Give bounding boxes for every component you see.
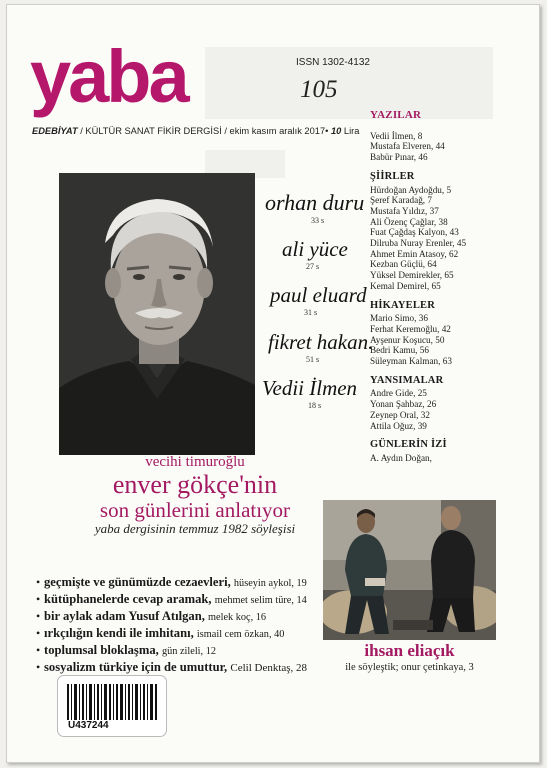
featured-author-name: ali yüce	[282, 237, 348, 261]
article-author: hüseyin aykol, 19	[233, 578, 307, 589]
article-item	[36, 660, 307, 675]
article-item	[36, 609, 266, 624]
barcode-icon	[67, 684, 157, 720]
article-author: melek koç, 16	[208, 612, 267, 623]
portrait-photo-vecihi-timuroglu	[59, 173, 255, 455]
bullet-icon: •	[36, 660, 41, 674]
bullet-icon: •	[36, 592, 41, 606]
bullet-icon: •	[36, 609, 41, 623]
bullet-icon: •	[36, 575, 41, 589]
toc-item: Ahmet Emin Atasoy, 62	[370, 248, 459, 259]
section-heading-yansimalar: YANSIMALAR	[370, 374, 444, 386]
featured-author	[282, 237, 348, 271]
toc-item: Babür Pınar, 46	[370, 152, 428, 163]
tagline-rest: / KÜLTÜR SANAT FİKİR DERGİSİ / ekim kasım aralık 2017•	[80, 126, 329, 136]
toc-item: Dilruba Nuray Erenler, 45	[370, 238, 467, 249]
article-item	[36, 643, 216, 658]
bullet-icon: •	[36, 626, 41, 640]
tagline-edebiyat: EDEBİYAT	[32, 126, 78, 136]
tagline	[32, 126, 359, 136]
article-item	[36, 575, 307, 590]
toc-item: Yonan Şahbaz, 26	[370, 399, 437, 410]
toc-item: Hürdoğan Aydoğdu, 5	[370, 184, 452, 195]
article-title: ırkçılığın kendi ile imhitanı,	[44, 626, 194, 640]
toc-item: Mario Simo, 36	[370, 313, 428, 324]
toc-item: Andre Gide, 25	[370, 388, 427, 399]
article-author: gün zileli, 12	[161, 646, 216, 657]
section-heading-siirler: ŞİİRLER	[370, 170, 415, 182]
issue-number: 105	[300, 76, 338, 103]
featured-author-name: paul eluard	[270, 283, 367, 307]
section-heading-gunlerin-izi: GÜNLERİN İZİ	[370, 439, 447, 451]
article-item	[36, 626, 284, 641]
section-heading-yazilar: YAZILAR	[370, 109, 422, 121]
featured-author-page: 18 s	[308, 401, 322, 410]
toc-item: Şeref Karadağ, 7	[370, 195, 432, 206]
article-title: kütüphanelerde cevap aramak,	[44, 592, 212, 606]
toc-item: Ferhat Keremoğlu, 42	[370, 323, 451, 334]
featured-author	[262, 376, 357, 410]
featured-author-page: 33 s	[311, 216, 325, 225]
toc-item: Fuat Çağdaş Kalyon, 43	[370, 227, 459, 238]
article-title: toplumsal bloklaşma,	[44, 643, 159, 657]
toc-item: Zeynep Oral, 32	[370, 409, 430, 420]
barcode-sticker	[57, 675, 167, 737]
toc-item: Kemal Demirel, 65	[370, 280, 441, 291]
toc-item: A. Aydın Doğan,	[370, 452, 432, 463]
featured-author-name: orhan duru	[265, 190, 365, 215]
table-of-contents	[370, 110, 530, 464]
featured-author-page: 31 s	[304, 308, 318, 317]
article-author: ismail cem özkan, 40	[196, 629, 285, 640]
article-title: geçmişte ve günümüzde cezaevleri,	[44, 575, 231, 589]
price-currency: Lira	[343, 126, 360, 136]
interview-author: vecihi timuroğlu	[145, 454, 245, 470]
article-title: bir aylak adam Yusuf Atılgan,	[44, 609, 205, 623]
toc-item: Kezban Güçlü, 64	[370, 259, 437, 270]
featured-author	[265, 190, 364, 225]
featured-author-name: Vedii İlmen	[262, 376, 358, 400]
featured-author	[270, 283, 367, 317]
toc-item: Vedii İlmen, 8	[370, 130, 423, 141]
ihsan-name: ihsan eliaçık	[364, 641, 455, 660]
interview-source: yaba dergisinin temmuz 1982 söyleşisi	[94, 521, 296, 536]
featured-author-name: fikret hakan.	[268, 330, 374, 354]
toc-item: Süleyman Kalman, 63	[370, 356, 452, 367]
bullet-icon: •	[36, 643, 41, 657]
featured-author-page: 51 s	[306, 355, 320, 364]
interview-photo	[323, 500, 496, 640]
interview-headline: enver gökçe'nin	[112, 470, 278, 499]
article-author: mehmet selim türe, 14	[214, 595, 307, 606]
ihsan-subtitle: ile söyleştik; onur çetinkaya, 3	[345, 662, 474, 673]
featured-author-page: 27 s	[306, 262, 320, 271]
issn-number: ISSN 1302-4132	[296, 57, 370, 68]
toc-item: Mustafa Elveren, 44	[370, 141, 445, 152]
toc-item: Attila Oğuz, 39	[370, 420, 427, 431]
interview-subheadline: son günlerini anlatıyor	[99, 498, 291, 522]
toc-item: Bedri Kamu, 56	[370, 345, 429, 356]
toc-item: Mustafa Yıldız, 37	[370, 205, 439, 216]
barcode-number: U437244	[68, 720, 109, 731]
toc-item: Yüksel Demirekler, 65	[370, 270, 454, 281]
article-title: sosyalizm türkiye için de umuttur,	[44, 660, 228, 674]
magazine-logo: yaba	[30, 35, 187, 118]
toc-item: Ayşenur Koşucu, 50	[370, 334, 445, 345]
price-value: 10	[330, 126, 342, 136]
article-author: Celil Denktaş, 28	[230, 662, 308, 674]
featured-author	[268, 330, 373, 364]
toc-item: Ali Özenç Çağlar, 38	[370, 216, 448, 227]
section-heading-hikayeler: HİKAYELER	[370, 299, 436, 311]
article-item	[36, 592, 307, 607]
